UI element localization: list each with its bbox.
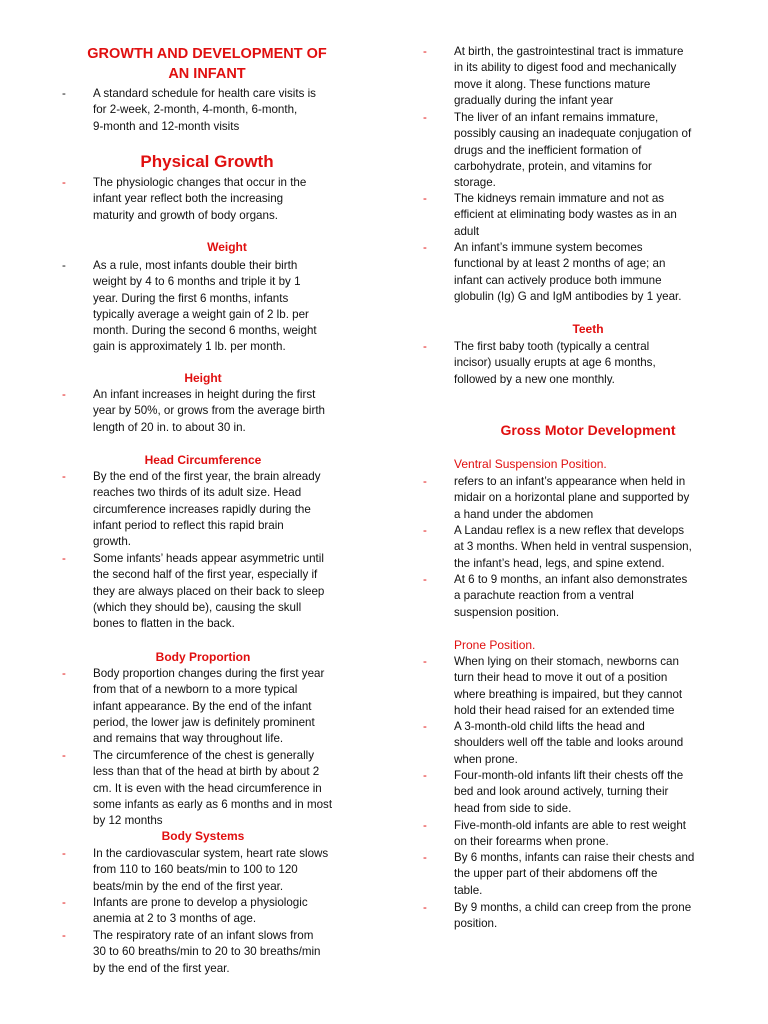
item-text — [454, 900, 691, 933]
bullet-dash: - — [423, 45, 427, 58]
text-line: followed by a new one monthly. — [454, 372, 615, 386]
item-text — [93, 666, 324, 747]
text-line: move it along. These functions mature — [454, 77, 651, 91]
teeth-item — [423, 339, 753, 388]
bullet-dash: - — [62, 847, 66, 860]
item-text — [454, 572, 687, 621]
item-text — [93, 551, 324, 632]
bullet-dash: - — [423, 524, 427, 537]
text-line: Infants are prone to develop a physiologic — [93, 896, 308, 909]
item-text — [454, 339, 656, 388]
text-line: As a rule, most infants double their birth — [93, 259, 298, 272]
text-line: The liver of an infant remains immature, — [454, 111, 659, 124]
bullet-dash: - — [423, 769, 427, 782]
body-proportion-item — [62, 666, 392, 748]
body-systems-item — [423, 191, 753, 240]
text-line: incisor) usually erupts at age 6 months, — [454, 356, 656, 370]
body-systems-item — [62, 895, 392, 928]
text-line: infant can actively produce both immune — [454, 273, 662, 287]
text-line: bed and look around actively, turning their — [454, 785, 669, 799]
text-line: (which they should be), causing the skull — [93, 600, 302, 614]
bullet-dash: - — [62, 896, 66, 909]
bullet-dash: - — [62, 667, 66, 680]
text-line: cm. It is even with the head circumference in — [93, 781, 322, 795]
text-line: for 2-week, 2-month, 4-month, 6-month, — [93, 103, 298, 117]
head-item — [62, 551, 392, 633]
bullet-dash: - — [62, 749, 66, 762]
text-line: beats/min by the end of the first year. — [93, 879, 284, 893]
section-heading-gross-motor: Gross Motor Development — [500, 422, 676, 438]
text-line: Body proportion changes during the first year — [93, 667, 325, 680]
bullet-dash: - — [423, 111, 427, 124]
text-line: weight by 4 to 6 months and triple it by 1 — [93, 275, 301, 289]
text-line: efficient at eliminating body wastes as in an — [454, 208, 677, 222]
bullet-dash: - — [423, 851, 427, 864]
text-line: 9-month and 12-month visits — [93, 119, 240, 133]
subheading-height: Height — [184, 371, 222, 385]
text-line: less than that of the head at birth by about 2 — [93, 765, 320, 779]
bullet-dash: - — [423, 573, 427, 586]
item-text — [454, 768, 683, 817]
ventral-item — [423, 474, 753, 523]
item-text — [93, 175, 306, 224]
text-line: in its ability to digest food and mechanically — [454, 61, 677, 75]
subheading-ventral-suspension: Ventral Suspension Position. — [454, 457, 607, 471]
item-text — [454, 240, 682, 305]
text-line: infant year reflect both the increasing — [93, 192, 284, 206]
text-line: adult — [454, 224, 480, 238]
text-line: where breathing is impaired, but they cannot — [454, 687, 683, 701]
text-line: refers to an infant’s appearance when held in — [454, 475, 686, 488]
ventral-item — [423, 523, 753, 572]
text-line: Five-month-old infants are able to rest weight — [454, 819, 686, 832]
text-line: head from side to side. — [454, 801, 572, 815]
text-line: At birth, the gastrointestinal tract is immature — [454, 45, 684, 58]
text-line: Four-month-old infants lift their chests off the — [454, 769, 684, 782]
text-line: infant appearance. By the end of the infant — [93, 699, 312, 713]
text-line: at 3 months. When held in ventral suspension, — [454, 540, 692, 554]
item-text — [454, 818, 686, 851]
text-line: position. — [454, 917, 498, 931]
subheading-teeth: Teeth — [572, 322, 604, 336]
prone-item — [423, 654, 753, 719]
item-text — [93, 86, 316, 135]
bullet-dash: - — [62, 176, 66, 189]
text-line: suspension position. — [454, 605, 560, 619]
subheading-weight: Weight — [207, 240, 247, 254]
bullet-dash: - — [423, 819, 427, 832]
item-text — [93, 846, 328, 895]
item-text — [454, 719, 683, 768]
item-text — [93, 895, 308, 928]
text-line: The respiratory rate of an infant slows from — [93, 929, 314, 942]
text-line: A 3-month-old child lifts the head and — [454, 720, 645, 733]
text-line: shoulders well off the table and looks around — [454, 736, 684, 750]
text-line: from 110 to 160 beats/min to 100 to 120 — [93, 863, 298, 877]
item-text — [454, 110, 691, 191]
text-line: a hand under the abdomen — [454, 507, 594, 521]
bullet-dash: - — [423, 901, 427, 914]
text-line: possibly causing an inadequate conjugation of — [454, 127, 692, 141]
text-line: length of 20 in. to about 30 in. — [93, 420, 246, 434]
body-systems-item — [423, 240, 753, 305]
text-line: The kidneys remain immature and not as — [454, 192, 665, 205]
item-text — [454, 191, 677, 240]
ventral-item — [423, 572, 753, 621]
body-systems-item — [62, 928, 392, 977]
text-line: the infant’s head, legs, and spine extend. — [454, 556, 665, 570]
subheading-head-circumference: Head Circumference — [144, 453, 262, 467]
bullet-dash: - — [423, 655, 427, 668]
item-text — [93, 928, 321, 977]
text-line: maturity and growth of body organs. — [93, 208, 278, 222]
text-line: month. During the second 6 months, weight — [93, 324, 317, 338]
item-text — [93, 748, 332, 829]
text-line: infant period to reflect this rapid brain — [93, 518, 284, 532]
physical-growth-intro — [62, 175, 392, 224]
subheading-body-proportion: Body Proportion — [155, 650, 251, 664]
text-line: By the end of the first year, the brain already — [93, 470, 321, 483]
item-text — [454, 474, 689, 523]
text-line: by the end of the first year. — [93, 961, 230, 975]
bullet-dash: - — [62, 470, 66, 483]
title-line: GROWTH AND DEVELOPMENT OF — [87, 46, 327, 62]
text-line: year by 50%, or grows from the average birth — [93, 404, 325, 418]
text-line: When lying on their stomach, newborns can — [454, 655, 679, 668]
text-line: An infant’s immune system becomes — [454, 241, 643, 254]
text-line: typically average a weight gain of 2 lb. per — [93, 307, 309, 321]
text-line: they are always placed on their back to sleep — [93, 584, 325, 598]
text-line: drugs and the inefficient formation of — [454, 143, 642, 157]
text-line: The physiologic changes that occur in the — [93, 176, 307, 189]
bullet-dash: - — [62, 388, 66, 401]
text-line: A standard schedule for health care visits is — [93, 87, 316, 100]
text-line: gradually during the infant year — [454, 93, 614, 107]
text-line: turn their head to move it out of a position — [454, 671, 668, 685]
text-line: the second half of the first year, especially if — [93, 568, 318, 582]
item-text — [454, 523, 692, 572]
body-systems-item — [423, 44, 753, 109]
text-line: midair on a horizontal plane and supported by — [454, 491, 690, 505]
weight-item — [62, 258, 392, 356]
item-text — [93, 258, 317, 356]
page-title — [62, 44, 352, 84]
body-systems-item — [423, 110, 753, 192]
text-line: Some infants’ heads appear asymmetric until — [93, 552, 324, 565]
prone-item — [423, 719, 753, 768]
item-text — [454, 44, 683, 109]
text-line: storage. — [454, 176, 496, 190]
bullet-dash: - — [423, 340, 427, 353]
bullet-dash: - — [423, 720, 427, 733]
text-line: The first baby tooth (typically a central — [454, 340, 650, 353]
text-line: when prone. — [454, 752, 518, 766]
text-line: reaches two thirds of its adult size. Head — [93, 486, 302, 500]
prone-item — [423, 900, 753, 933]
bullet-dash: - — [62, 87, 66, 100]
text-line: By 6 months, infants can raise their chests and — [454, 851, 695, 864]
body-systems-item — [62, 846, 392, 895]
title-line: AN INFANT — [168, 66, 246, 82]
text-line: table. — [454, 883, 483, 897]
text-line: bones to flatten in the back. — [93, 617, 235, 631]
prone-item — [423, 850, 753, 899]
item-text — [454, 850, 694, 899]
bullet-dash: - — [62, 929, 66, 942]
text-line: In the cardiovascular system, heart rate slows — [93, 847, 329, 860]
text-line: By 9 months, a child can creep from the prone — [454, 901, 692, 914]
bullet-dash: - — [423, 192, 427, 205]
subheading-body-systems: Body Systems — [161, 829, 245, 843]
head-item — [62, 469, 392, 551]
text-line: 30 to 60 breaths/min to 20 to 30 breaths/min — [93, 945, 321, 959]
text-line: An infant increases in height during the first — [93, 388, 316, 401]
bullet-dash: - — [62, 259, 66, 272]
bullet-dash: - — [423, 241, 427, 254]
bullet-dash: - — [423, 475, 427, 488]
text-line: a parachute reaction from a ventral — [454, 589, 634, 603]
text-line: At 6 to 9 months, an infant also demonstrates — [454, 573, 688, 586]
text-line: globulin (Ig) G and IgM antibodies by 1 year. — [454, 289, 682, 303]
text-line: the upper part of their abdomens off the — [454, 867, 658, 881]
text-line: anemia at 2 to 3 months of age. — [93, 912, 257, 926]
prone-item — [423, 768, 753, 817]
text-line: The circumference of the chest is generally — [93, 749, 315, 762]
text-line: circumference increases rapidly during the — [93, 502, 311, 516]
text-line: period, the lower jaw is definitely prominent — [93, 715, 315, 729]
text-line: hold their head raised for an extended time — [454, 703, 675, 717]
text-line: gain is approximately 1 lb. per month. — [93, 340, 286, 354]
text-line: from that of a newborn to a more typical — [93, 683, 298, 697]
text-line: carbohydrate, protein, and vitamins for — [454, 159, 652, 173]
text-line: functional by at least 2 months of age; an — [454, 257, 666, 271]
text-line: by 12 months — [93, 814, 163, 828]
intro-item — [62, 86, 392, 135]
item-text — [93, 387, 325, 436]
text-line: on their forearms when prone. — [454, 835, 609, 849]
text-line: year. During the first 6 months, infants — [93, 291, 289, 305]
subheading-prone-position: Prone Position. — [454, 638, 536, 652]
height-item — [62, 387, 392, 436]
item-text — [93, 469, 321, 550]
item-text — [454, 654, 682, 719]
section-heading-physical-growth: Physical Growth — [140, 152, 274, 171]
bullet-dash: - — [62, 552, 66, 565]
prone-item — [423, 818, 753, 851]
text-line: some infants as early as 6 months and in most — [93, 797, 333, 811]
text-line: and remains that way throughout life. — [93, 732, 284, 746]
body-proportion-item — [62, 748, 392, 830]
text-line: growth. — [93, 535, 132, 549]
text-line: A Landau reflex is a new reflex that develops — [454, 524, 685, 537]
